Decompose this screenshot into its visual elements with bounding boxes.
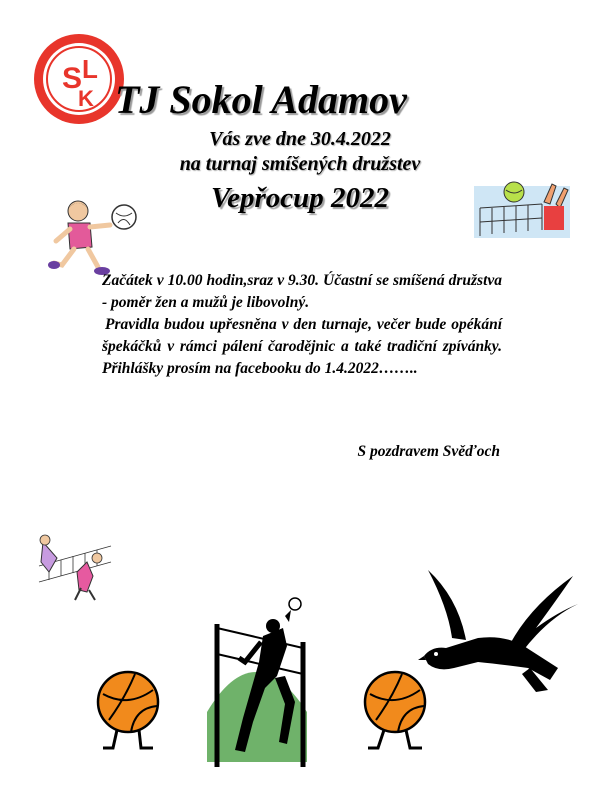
svg-text:K: K xyxy=(78,86,94,111)
signature: S pozdravem Svěďoch xyxy=(357,443,500,460)
walking-volleyball-icon xyxy=(95,668,165,753)
girl-volleyball-icon xyxy=(48,195,148,280)
eagle-silhouette-icon xyxy=(418,568,583,698)
svg-text:L: L xyxy=(82,54,98,84)
invite-tournament-line: na turnaj smíšených družstev xyxy=(179,153,421,175)
beach-volleyball-players-icon xyxy=(35,532,115,602)
event-name: Vepřocup 2022 xyxy=(210,182,390,214)
body-paragraph-1: Začátek v 10.00 hodin,sraz v 9.30. Účastní se smíšená družstva - poměr žen a mužů je libovolný. xyxy=(102,272,502,311)
club-title: TJ Sokol Adamov xyxy=(115,77,407,122)
volleyball-player-silhouette-icon xyxy=(195,592,325,772)
svg-text:S: S xyxy=(62,62,83,95)
invite-date-line: Vás zve dne 30.4.2022 xyxy=(209,128,391,150)
body-paragraph-2: Pravidla budou upřesněna v den turnaje, večer bude opékání špekáčků v rámci pálení čarodějnic a také tradiční zpívánky. Přihlášky prosím na facebooku do 1.4.2022…….. xyxy=(102,316,502,377)
invitation-body xyxy=(102,270,502,380)
sokol-logo-icon xyxy=(32,32,126,126)
volleyball-net-icon xyxy=(472,178,572,243)
